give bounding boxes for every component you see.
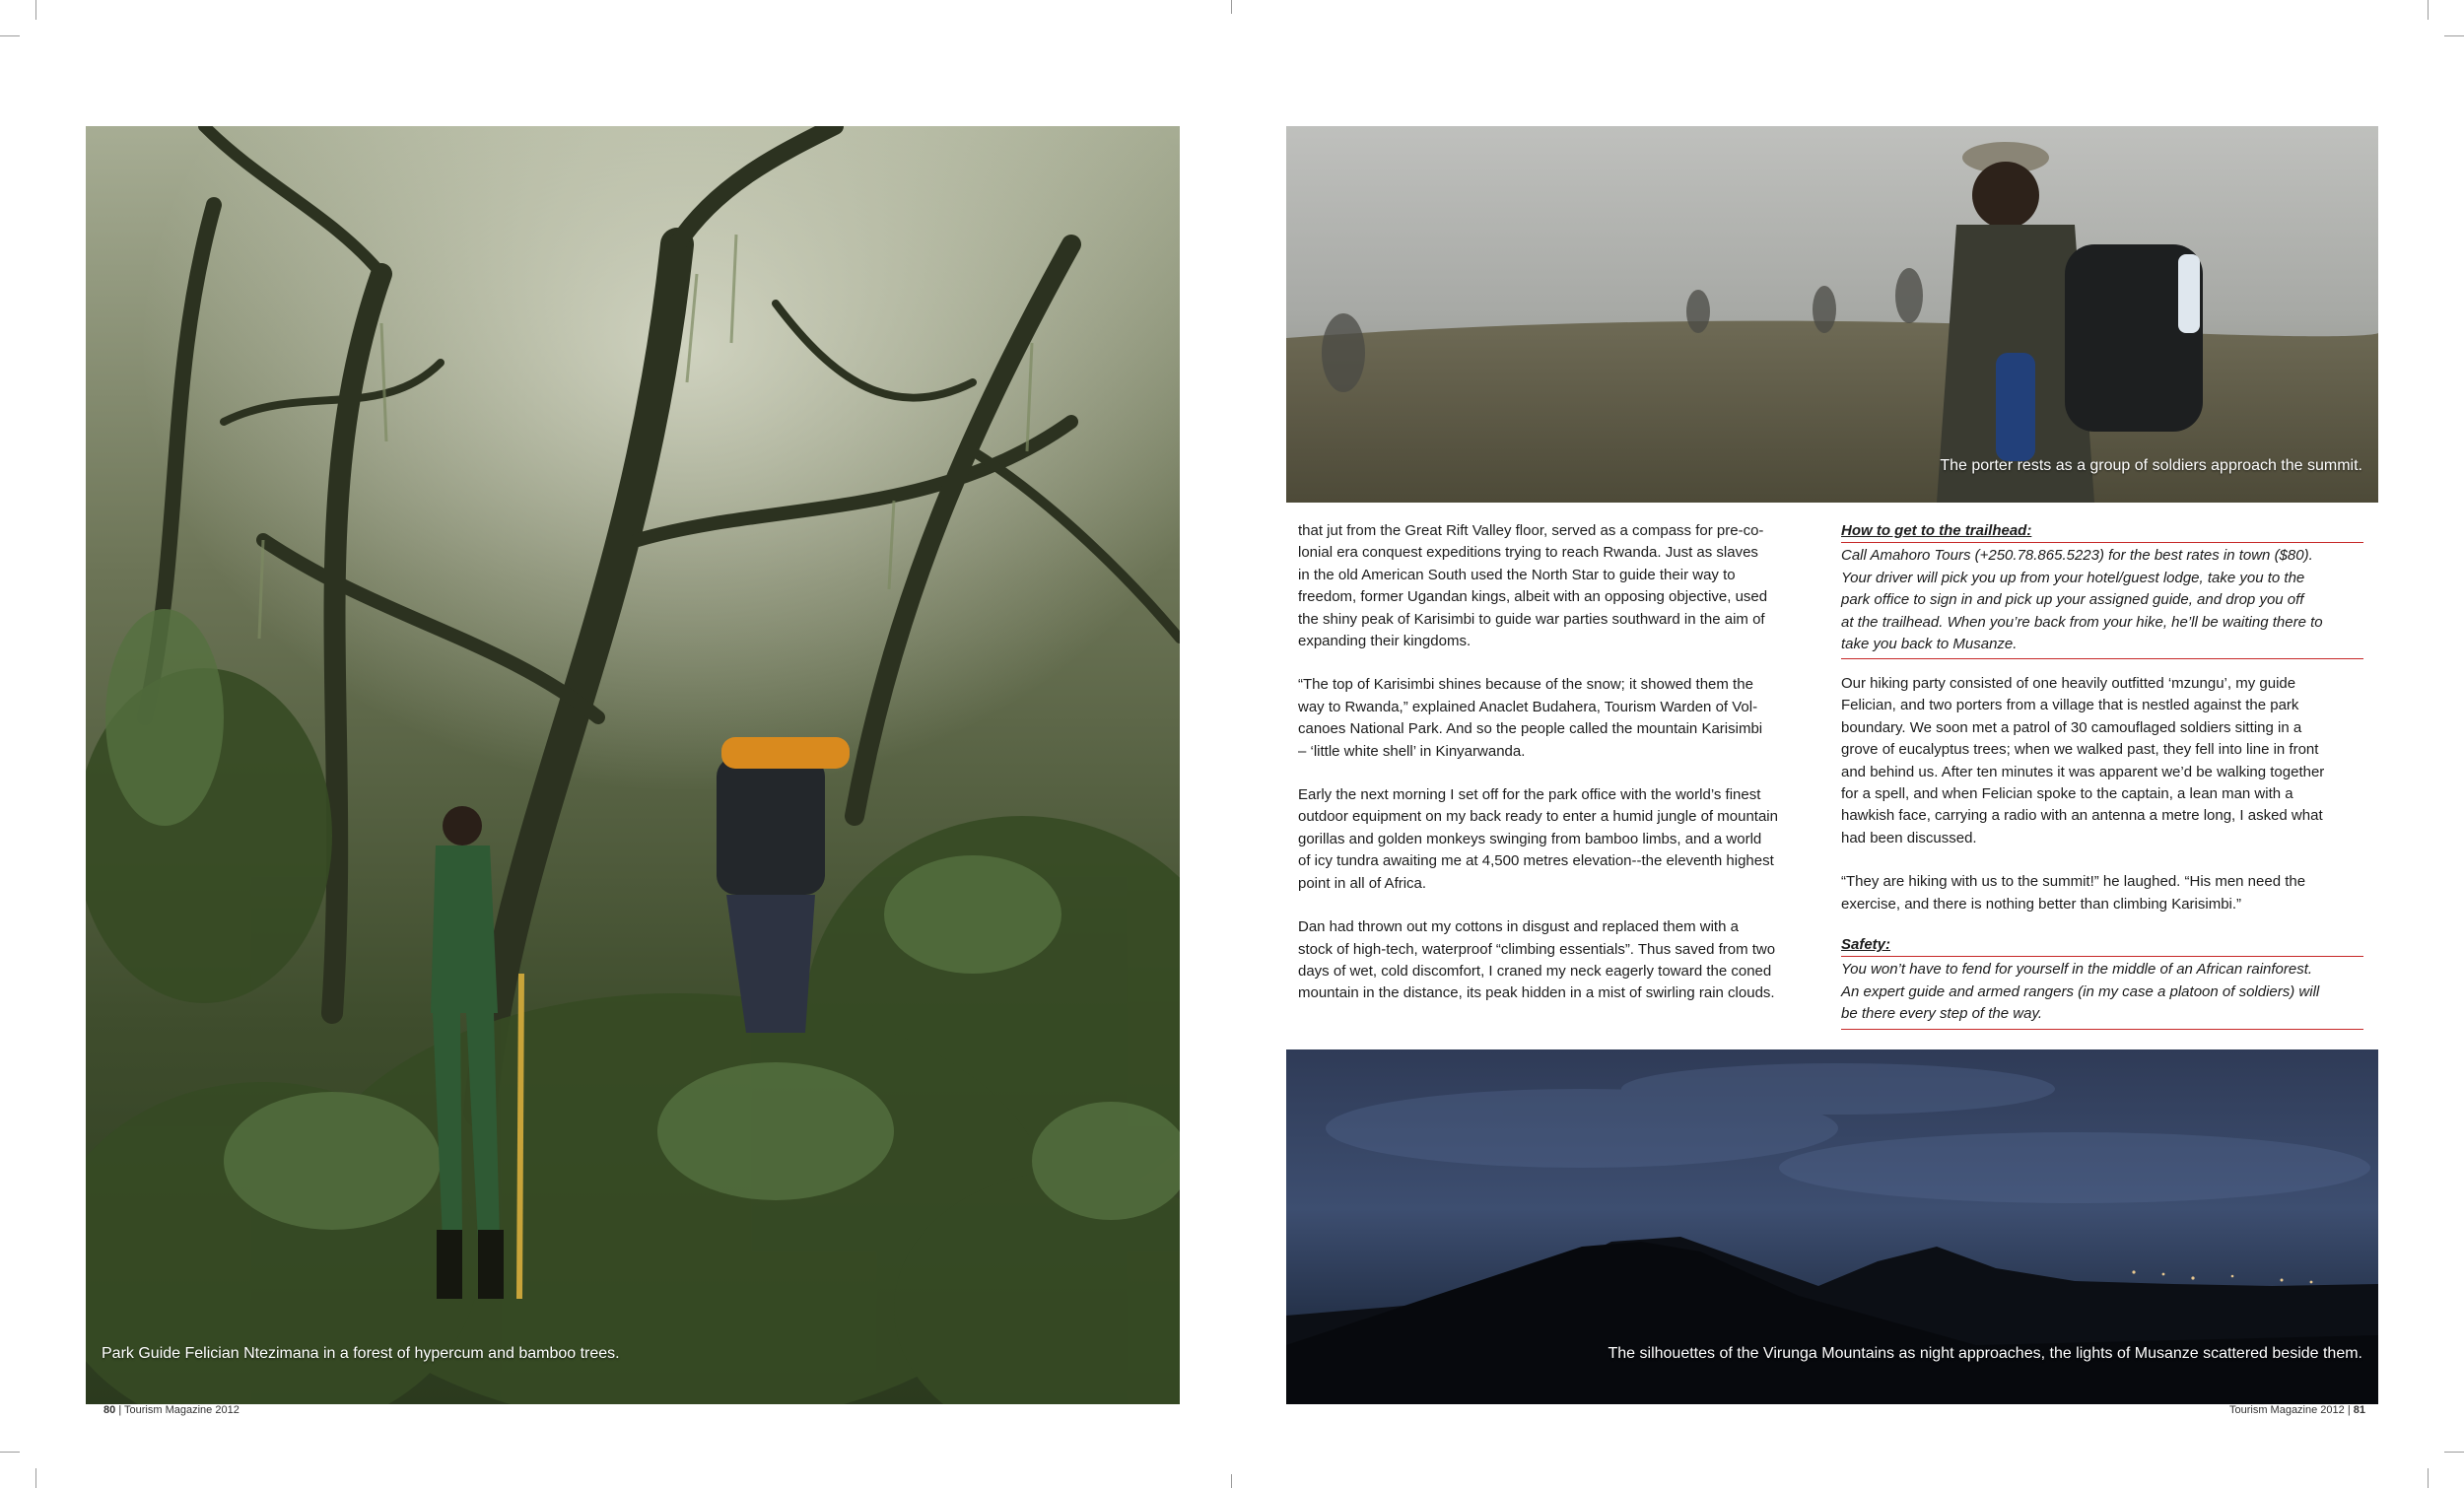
forest-guide-photo (86, 126, 1180, 1404)
forest-illustration (86, 126, 1180, 1404)
folio-text: | Tourism Magazine 2012 (118, 1404, 240, 1416)
misty-summit-illustration (1286, 126, 2378, 503)
crop-mark (1231, 0, 1232, 14)
virunga-mountains-photo (1286, 1049, 2378, 1404)
page-number: 80 (103, 1404, 116, 1416)
safety-box (1841, 934, 2363, 1030)
crop-mark (2444, 1452, 2464, 1453)
article-paragraph: Our hiking party consisted of one heavily outfitted ‘mzungu’, my guide Felician, and two porters from a village that is nestled against the park boundary. We soon met a patrol of 30 camouflaged soldiers sitting in a grove of eucalyptus trees; when we walked past, they fell into line in front and behind us. After ten minutes it was apparent we’d be walking together for a spell, and when Felician spoke to the captain, a lean man with a hawkish face, carrying a radio with an antenna a metre long, I asked what had been discussed. (1841, 675, 2325, 846)
crop-mark (2428, 1468, 2429, 1488)
folio-text: Tourism Magazine 2012 | (2228, 1404, 2351, 1416)
crop-mark (2428, 0, 2429, 20)
article-paragraph: Early the next morning I set off for the park office with the world’s finest outdoor equipment on my back ready to enter a humid jungle of mountain gorillas and golden monkeys swinging from bamboo limbs, and a world of icy tundra awaiting me at 4,500 metres elevation--the eleventh highest point in all of Africa. (1298, 786, 1778, 892)
photo-caption: Park Guide Felician Ntezimana in a forest of hypercum and bamboo trees. (102, 1345, 620, 1362)
crop-mark (2444, 35, 2464, 36)
crop-mark (0, 1452, 20, 1453)
photo-caption: The porter rests as a group of soldiers approach the summit. (1940, 457, 2362, 474)
trailhead-box (1841, 520, 2363, 659)
left-folio (103, 1404, 240, 1416)
article-paragraph: “The top of Karisimbi shines because of the snow; it showed them the way to Rwanda,” explained Anaclet Budahera, Tourism Warden of Vol- canoes National Park. And so the people called the mountain Karisimbi – ‘little white shell’ in Kinyarwanda. (1298, 676, 1763, 760)
article-paragraph: “They are hiking with us to the summit!” he laughed. “His men need the exercise, and there is nothing better than climbing Karisimbi.” (1841, 873, 2306, 913)
sidebar-heading: Safety: (1841, 936, 1891, 953)
right-folio (2229, 1404, 2365, 1416)
sidebar-body: You won’t have to fend for yourself in the middle of an African rainforest. An expert guide and armed rangers (in my case a platoon of soldiers) will be there every step of the way. (1841, 956, 2363, 1029)
porter-photo (1286, 126, 2378, 503)
sidebar-heading: How to get to the trailhead: (1841, 522, 2032, 539)
article-column-left (1298, 520, 1830, 1027)
article-column-right (1841, 673, 2373, 937)
crop-mark (1231, 1474, 1232, 1488)
crop-mark (35, 1468, 36, 1488)
photo-caption: The silhouettes of the Virunga Mountains as night approaches, the lights of Musanze scattered beside them. (1608, 1345, 2362, 1362)
crop-mark (35, 0, 36, 20)
crop-mark (0, 35, 20, 36)
sidebar-body: Call Amahoro Tours (+250.78.865.5223) for the best rates in town ($80). Your driver will pick you up from your hotel/guest lodge, take you to the park office to sign in and pick up your assigned guide, and drop you off at the trailhead. When you’re back from your hike, he’ll be waiting there to take you back to Musanze. (1841, 542, 2363, 659)
article-paragraph: that jut from the Great Rift Valley floor, served as a compass for pre-co- lonial era conquest expeditions trying to reach Rwanda. Just as slaves in the old American South used the North Star to guide their way to freedom, former Ugandan kings, albeit with an opposing objective, used the shiny peak of Karisimbi to guide war parties southward in the aim of expanding their kingdoms. (1298, 522, 1768, 650)
article-paragraph: Dan had thrown out my cottons in disgust and replaced them with a stock of high-tech, waterproof “climbing essentials”. Thus saved from two days of wet, cold discomfort, I craned my neck eagerly toward the coned mountain in the distance, its peak hidden in a mist of swirling rain clouds. (1298, 918, 1776, 1002)
page-number: 81 (2353, 1404, 2365, 1416)
